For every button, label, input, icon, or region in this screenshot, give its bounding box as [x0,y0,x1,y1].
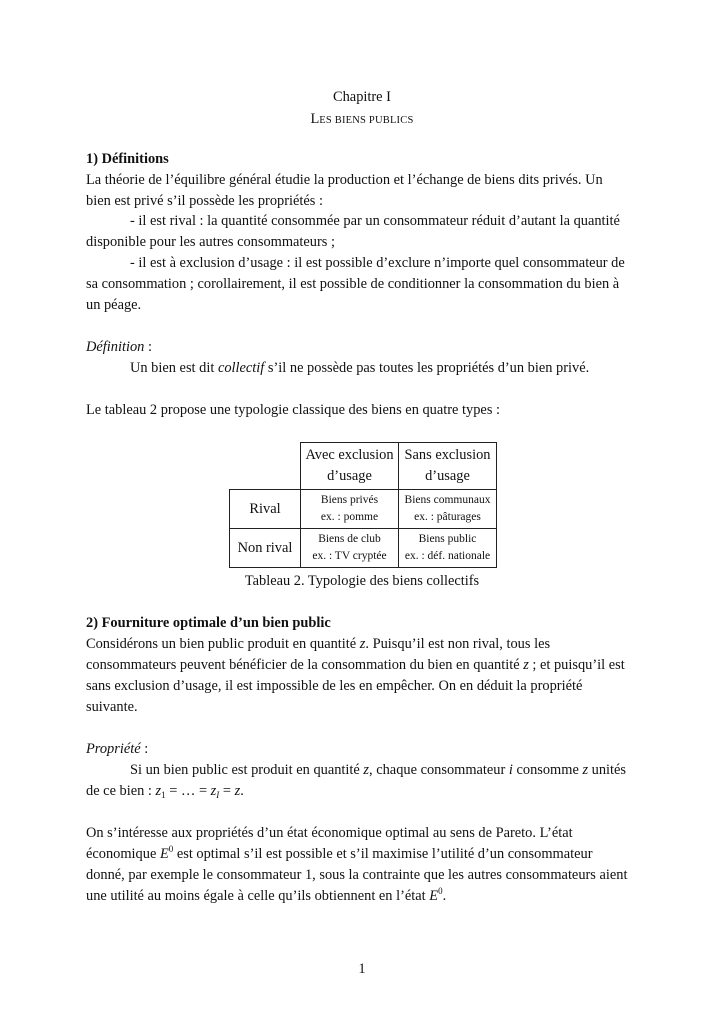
section2-line: Considérons un bien public produit en quantité z. Puisqu’il est non rival, tous les [86,636,551,652]
table-cell: Biens privés ex. : pomme [301,490,399,529]
table-cell: Biens public ex. : déf. nationale [399,529,497,568]
section1-line: un péage. [86,297,142,313]
propriete-equation: de ce bien : $z_1$ = … = $z_I = z$. [86,783,244,800]
pareto-line: une utilité au moins égale à celle qu’ils obtiennent en l’état $E^0$. [86,886,447,904]
section1-line: - il est à exclusion d’usage : il est possible d’exclure n’importe quel consommateur de [130,255,625,271]
pareto-line: économique $E^0$ est optimal s’il est possible et s’il maximise l’utilité d’un consommateur [86,844,593,862]
section1-line: sa consommation ; corollairement, il est possible de conditionner la consommation du bien à [86,276,620,292]
definition-text: Un bien est dit collectif s’il ne possède pas toutes les propriétés d’un bien privé. [130,360,590,376]
table-cell: Biens de club ex. : TV cryptée [301,529,399,568]
table-cell: Biens communaux ex. : pâturages [399,490,497,529]
section2-line: sans exclusion d’usage, il est impossible de les en empêcher. On en déduit la propriété [86,678,583,694]
section1-line: La théorie de l’équilibre général étudie la production et l’échange de biens dits privés. Un [86,172,603,188]
chapter-title: LES BIENS PUBLICS [310,111,414,127]
table-row-header: Non rival [230,529,301,568]
table-col-header: Sans exclusion d’usage [399,443,497,490]
section1-line: - il est rival : la quantité consommée par un consommateur réduit d’autant la quantité [130,213,620,229]
pareto-line: On s’intéresse aux propriétés d’un état économique optimal au sens de Pareto. L’état [86,825,573,841]
pareto-line: donné, par exemple le consommateur 1, sous la contrainte que les autres consommateurs aient [86,867,628,883]
typology-table [229,442,497,568]
chapter-label: Chapitre I [333,89,391,105]
table-intro: Le tableau 2 propose une typologie classique des biens en quatre types : [86,402,501,418]
section2-heading: 2) Fourniture optimale d’un bien public [86,615,331,631]
section1-line: bien est privé s’il possède les propriétés : [86,193,323,209]
propriete-text: Si un bien public est produit en quantité z, chaque consommateur i consomme z unités [130,762,627,778]
section2-line: consommateurs peuvent bénéficier de la consommation du bien en quantité z ; et puisqu’il est [86,657,625,673]
section2-line: suivante. [86,699,138,715]
propriete-label: Propriété : [86,741,149,757]
section1-line: disponible pour les autres consommateurs ; [86,234,335,250]
table-corner [230,443,301,490]
table-col-header: Avec exclusion d’usage [301,443,399,490]
definition-label: Définition : [86,339,152,355]
table-caption: Tableau 2. Typologie des biens collectifs [244,573,480,589]
table-row-header: Rival [230,490,301,529]
section1-heading: 1) Définitions [86,151,169,167]
page-number: 1 [358,961,366,977]
